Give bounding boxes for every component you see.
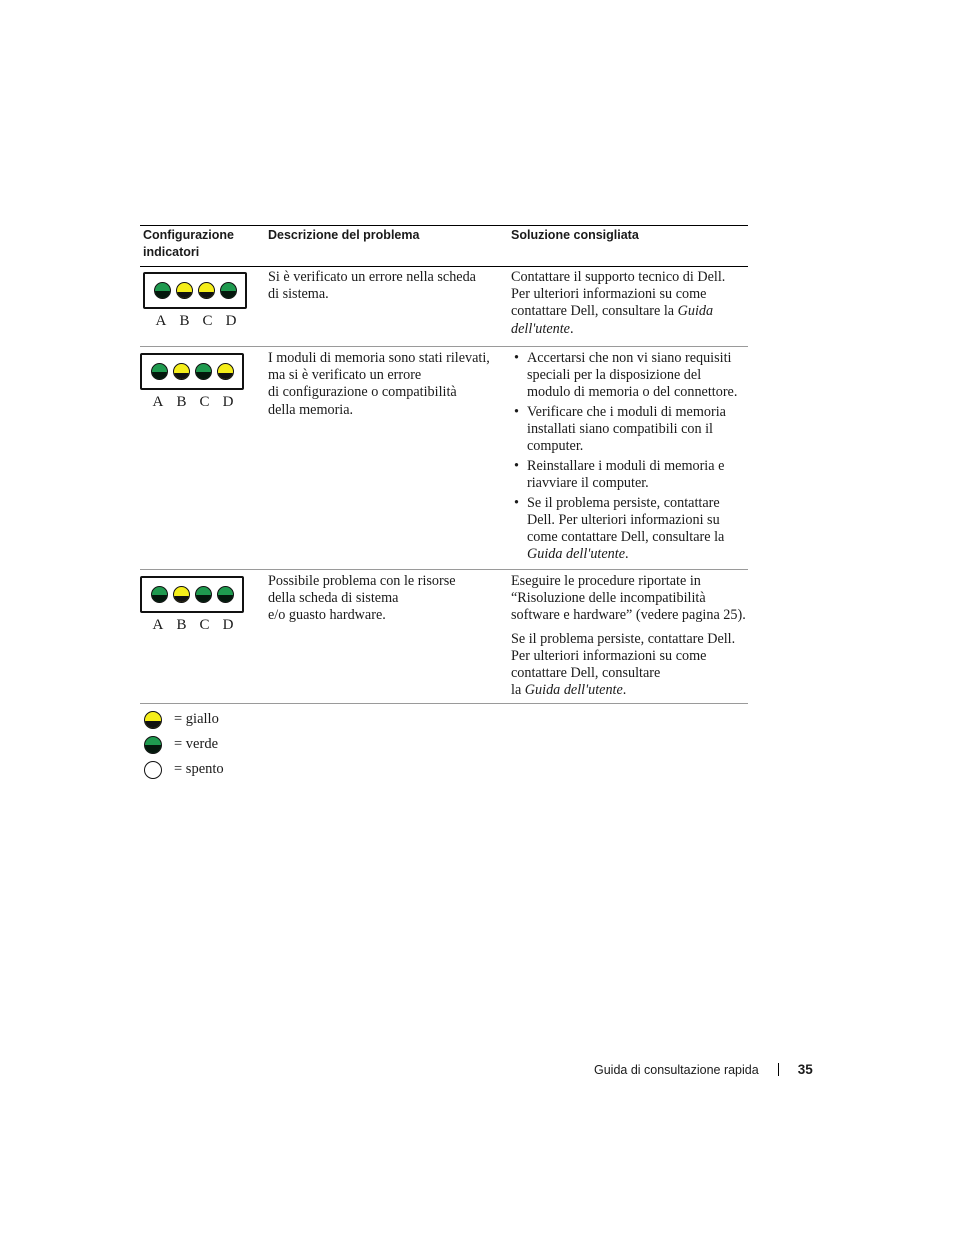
solution-end: . — [622, 682, 627, 699]
indicator-pattern — [140, 576, 246, 634]
table-bottom-rule — [140, 703, 748, 704]
header-solution: Soluzione consigliata — [511, 228, 639, 242]
indicator-letter: B — [179, 313, 190, 329]
green-led-icon — [144, 736, 162, 754]
guide-title-italic: Guida dell'utente — [511, 303, 714, 337]
solution-text: la — [511, 682, 525, 699]
indicator-letter: B — [176, 394, 187, 410]
indicator-box — [140, 353, 244, 390]
description-line: Possibile problema con le risorse — [268, 573, 456, 589]
indicator-letter: C — [202, 313, 213, 329]
description-line: di sistema. — [268, 286, 329, 303]
table-row — [140, 267, 748, 347]
solution-bullet — [511, 495, 745, 564]
green-led-icon — [151, 363, 168, 380]
solution-bullet: • Accertarsi che non vi siano requisiti speciali per la disposizione del modulo di memoria o del connettore. — [511, 350, 745, 402]
table-row — [140, 347, 748, 569]
solution-line: Eseguire le procedure riportate in — [511, 573, 701, 589]
description-line: ma si è verificato un errore — [268, 367, 422, 384]
solution-line — [511, 303, 746, 337]
indicator-letter: C — [199, 617, 210, 633]
indicator-pattern — [143, 272, 249, 330]
table-top-rule — [140, 225, 748, 226]
solution-line: software e hardware” (vedere pagina 25). — [511, 607, 746, 624]
header-config-line2: indicatori — [143, 245, 200, 259]
page-footer — [594, 1062, 813, 1077]
solution-line: Per ulteriori informazioni su come — [511, 647, 707, 664]
green-led-icon — [151, 586, 168, 603]
legend-label: = spento — [174, 761, 224, 777]
solution-line: Se il problema persiste, contattare Dell. — [511, 630, 736, 647]
footer-separator — [778, 1063, 779, 1076]
solution-line: “Risoluzione delle incompatibilità — [511, 590, 706, 607]
yellow-led-icon — [198, 282, 215, 299]
indicator-letter: D — [222, 394, 234, 410]
bullet-text: Se il problema persiste, contattare Dell. Per ulteriori informazioni su come contattare Dell, consultare la — [527, 494, 725, 546]
indicator-letter: C — [199, 394, 210, 410]
indicator-letters — [140, 394, 246, 411]
row-solution — [511, 350, 745, 566]
yellow-led-icon — [173, 363, 190, 380]
solution-line: contattare Dell, consultare — [511, 665, 661, 682]
color-legend — [144, 707, 224, 782]
yellow-led-icon — [217, 363, 234, 380]
indicator-box — [143, 272, 247, 309]
indicator-letter: D — [222, 617, 234, 633]
yellow-led-icon — [144, 711, 162, 729]
green-led-icon — [195, 363, 212, 380]
solution-line: Per ulteriori informazioni su come — [511, 286, 707, 303]
header-config — [143, 227, 234, 261]
solution-line — [511, 682, 746, 699]
legend-label: = verde — [174, 736, 219, 752]
description-line: e/o guasto hardware. — [268, 607, 386, 624]
header-config-line1: Configurazione — [143, 228, 234, 242]
legend-item — [144, 732, 224, 757]
green-led-icon — [154, 282, 171, 299]
solution-end: . — [569, 320, 574, 337]
legend-item — [144, 757, 224, 782]
row-description — [268, 269, 503, 303]
green-led-icon — [217, 586, 234, 603]
footer-title: Guida di consultazione rapida — [594, 1062, 759, 1077]
legend-label: = giallo — [174, 711, 219, 727]
indicator-letters — [143, 313, 249, 330]
legend-item — [144, 707, 224, 732]
solution-bullet: • Verificare che i moduli di memoria installati siano compatibili con il computer. — [511, 404, 745, 456]
green-led-icon — [220, 282, 237, 299]
table-row — [140, 570, 748, 703]
indicator-letter: B — [176, 617, 187, 633]
indicator-letter: A — [155, 313, 167, 329]
description-line: I moduli di memoria sono stati rilevati, — [268, 350, 490, 366]
row-solution — [511, 269, 746, 338]
row-solution — [511, 573, 746, 699]
description-line: di configurazione o compatibilità — [268, 384, 457, 401]
bullet-end: . — [625, 546, 629, 563]
header-description: Descrizione del problema — [268, 228, 420, 242]
yellow-led-icon — [173, 586, 190, 603]
guide-title-italic: Guida dell'utente — [524, 682, 623, 699]
indicator-pattern — [140, 353, 246, 411]
yellow-led-icon — [176, 282, 193, 299]
indicator-box — [140, 576, 244, 613]
solution-line: Contattare il supporto tecnico di Dell. — [511, 269, 726, 285]
page-number: 35 — [797, 1062, 813, 1077]
green-led-icon — [195, 586, 212, 603]
solution-text: contattare Dell, consultare la — [511, 303, 678, 320]
description-line: Si è verificato un errore nella scheda — [268, 269, 476, 285]
description-line: della scheda di sistema — [268, 590, 399, 607]
solution-bullet: • Reinstallare i moduli di memoria e riavviare il computer. — [511, 458, 745, 492]
indicator-letter: D — [225, 313, 237, 329]
row-description — [268, 350, 503, 419]
description-line: della memoria. — [268, 401, 354, 418]
row-description — [268, 573, 503, 625]
solution-bullet-list — [511, 350, 745, 564]
indicator-letter: A — [152, 394, 164, 410]
off-led-icon — [144, 761, 162, 779]
indicator-letter: A — [152, 617, 164, 633]
guide-title-italic: Guida dell'utente — [527, 546, 625, 563]
indicator-letters — [140, 617, 246, 634]
